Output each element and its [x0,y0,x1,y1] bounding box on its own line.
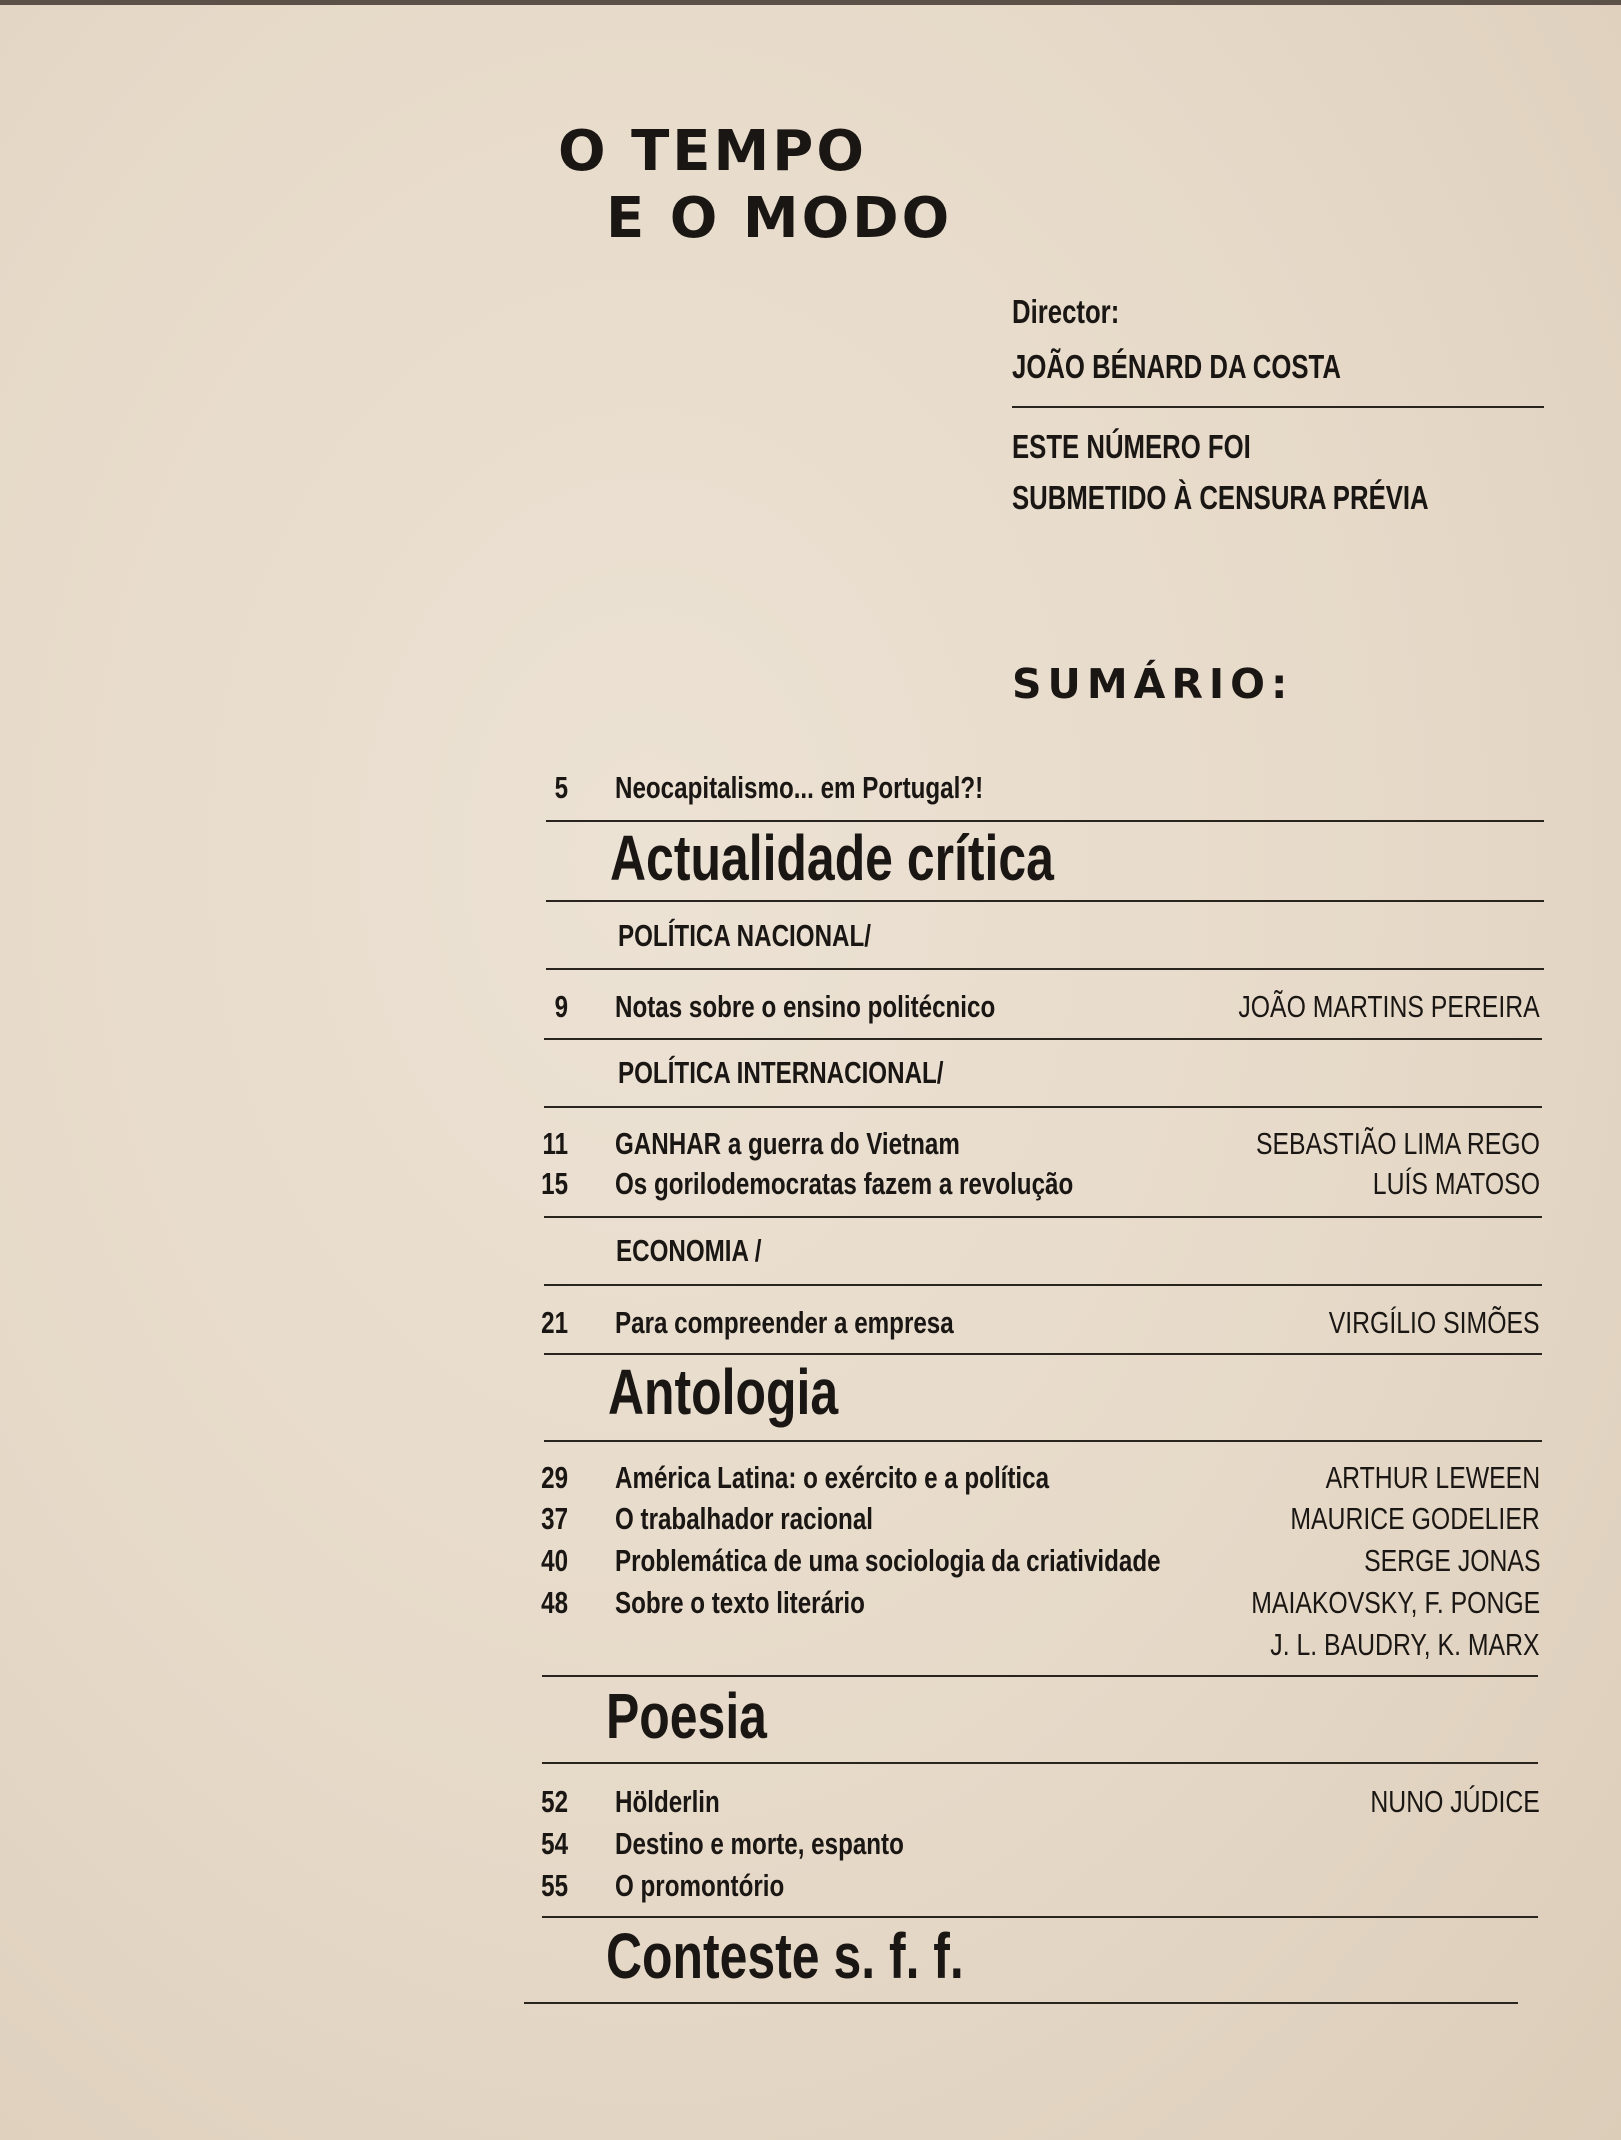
entry-title: Problemática de uma sociologia da criatividade [615,1543,1161,1578]
page-number: 52 [541,1784,569,1819]
category-politica-internacional: POLÍTICA INTERNACIONAL/ [618,1055,944,1090]
entry-title: Destino e morte, espanto [615,1826,904,1861]
entry-author: MAURICE GODELIER [1290,1501,1540,1536]
page-number: 55 [541,1868,569,1903]
section-actualidade-critica: Actualidade crítica [610,822,1054,894]
page-number: 37 [541,1501,569,1536]
entry-title: Para compreender a empresa [615,1305,954,1340]
entry-title: Sobre o texto literário [615,1585,865,1620]
entry-title: Notas sobre o ensino politécnico [615,989,996,1024]
divider [544,1106,1542,1108]
toc-entry [540,1868,1540,1904]
entry-author: NUNO JÚDICE [1370,1784,1540,1819]
divider [544,1440,1542,1442]
toc-entry [540,770,1540,806]
page-number: 15 [541,1166,569,1201]
entry-title: Neocapitalismo... em Portugal?! [615,770,984,805]
divider [544,1038,1542,1040]
section-conteste: Conteste s. f. f. [606,1920,964,1992]
toc-entry [540,1166,1540,1202]
censorship-notice-line-1: ESTE NÚMERO FOI [1012,428,1251,465]
entry-author: VIRGÍLIO SIMÕES [1329,1305,1540,1340]
entry-author: ARTHUR LEWEEN [1325,1460,1540,1495]
entry-title: Os gorilodemocratas fazem a revolução [615,1166,1074,1201]
page-number: 40 [541,1543,569,1578]
divider [542,1916,1538,1918]
page-number: 48 [541,1585,569,1620]
divider [542,1762,1538,1764]
toc-entry [540,1501,1540,1537]
masthead-divider [1012,406,1544,408]
divider [546,900,1544,902]
toc-entry [540,1126,1540,1162]
entry-title: O trabalhador racional [615,1501,873,1536]
toc-entry [540,1543,1540,1579]
entry-title: O promontório [615,1868,785,1903]
entry-title: GANHAR a guerra do Vietnam [615,1126,960,1161]
toc-entry [540,1305,1540,1341]
toc-entry [540,1784,1540,1820]
director-name: JOÃO BÉNARD DA COSTA [1012,348,1341,385]
divider [546,968,1544,970]
page-number: 11 [542,1126,569,1161]
magazine-title-line-1: O TEMPO [558,119,867,184]
entry-author: SEBASTIÃO LIMA REGO [1256,1126,1540,1161]
magazine-title-line-2: E O MODO [606,186,953,251]
divider [544,1284,1542,1286]
toc-entry [540,1826,1540,1862]
divider [544,1216,1542,1218]
entry-author: J. L. BAUDRY, K. MARX [1270,1627,1540,1662]
entry-author: JOÃO MARTINS PEREIRA [1238,989,1540,1024]
category-economia: ECONOMIA / [616,1233,762,1268]
toc-entry [540,1585,1540,1621]
entry-author: SERGE JONAS [1363,1543,1540,1578]
divider [524,2002,1518,2004]
sumario-heading: SUMÁRIO: [1012,660,1294,708]
toc-entry [540,989,1540,1025]
top-edge-line [0,0,1621,5]
section-poesia: Poesia [606,1680,767,1752]
entry-title: América Latina: o exército e a política [615,1460,1050,1495]
section-antologia: Antologia [608,1356,839,1428]
censorship-notice-line-2: SUBMETIDO À CENSURA PRÉVIA [1012,479,1429,516]
toc-entry-author-continuation [540,1627,1540,1663]
divider [544,1353,1542,1355]
entry-title: Hölderlin [615,1784,720,1819]
page-number: 5 [554,770,569,805]
toc-entry [540,1460,1540,1496]
entry-author: LUÍS MATOSO [1372,1166,1540,1201]
entry-author: MAIAKOVSKY, F. PONGE [1251,1585,1540,1620]
page-number: 54 [541,1826,569,1861]
page-number: 29 [541,1460,569,1495]
director-label: Director: [1012,293,1120,330]
divider [542,1675,1538,1677]
category-politica-nacional: POLÍTICA NACIONAL/ [618,918,871,953]
page-number: 9 [554,989,569,1024]
page-number: 21 [541,1305,569,1340]
